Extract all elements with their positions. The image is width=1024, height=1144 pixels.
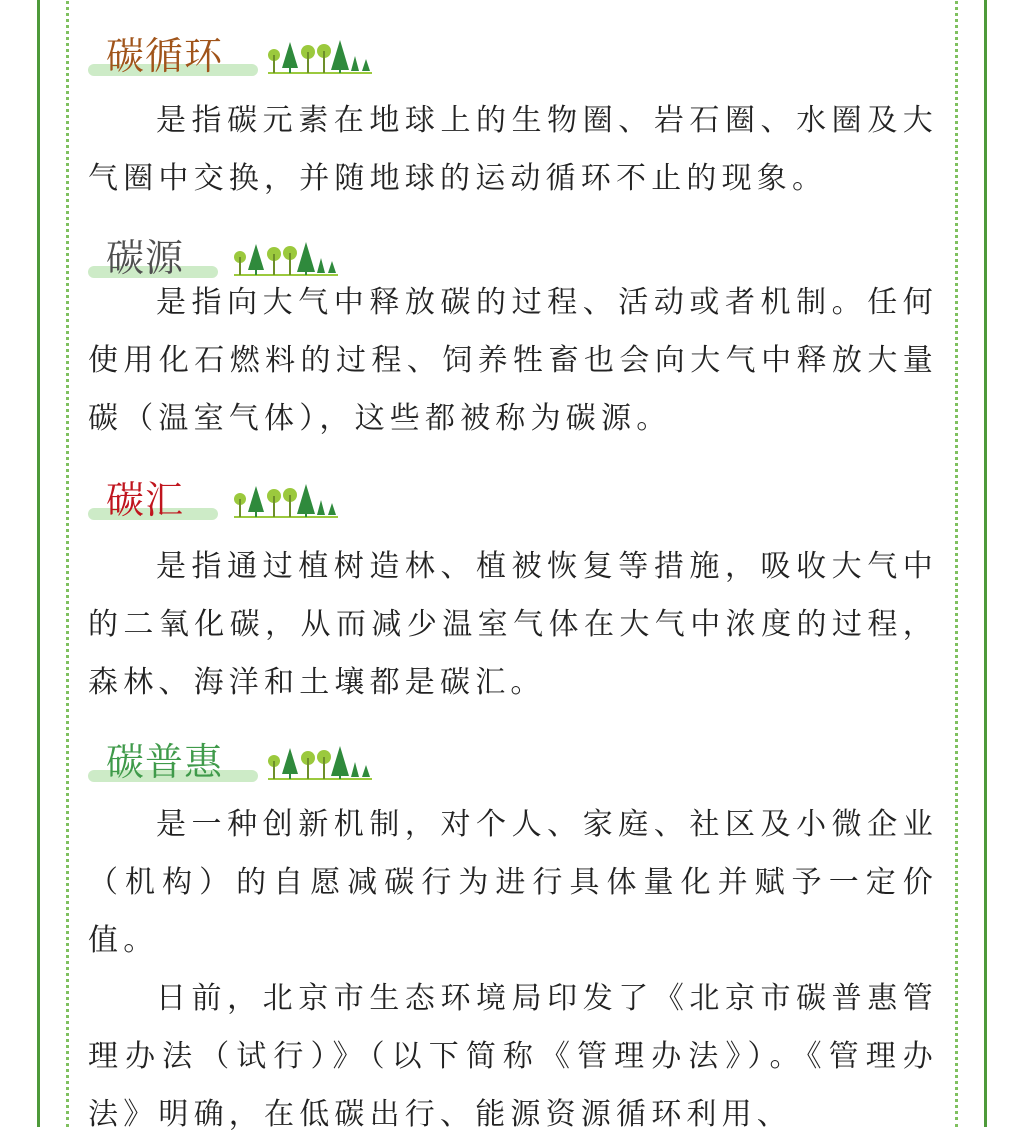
heading-text: 碳循环 [106,34,224,78]
heading-text: 碳汇 [106,478,185,522]
trees-icon [268,746,374,782]
paragraph: 是一种创新机制，对个人、家庭、社区及小微企业（机构）的自愿减碳行为进行具体量化并赋予一定价值。 [88,807,938,958]
section-heading-carbon-source [88,222,348,282]
paragraph: 是指碳元素在地球上的生物圈、岩石圈、水圈及大气圈中交换，并随地球的运动循环不止的现象。 [88,103,938,196]
section-heading-carbon-cycle [88,20,378,80]
trees-icon [234,484,340,520]
trees-icon [268,40,374,76]
section-heading-carbon-sink [88,464,348,524]
heading-text: 碳普惠 [106,740,224,784]
paragraph: 是指向大气中释放碳的过程、活动或者机制。任何使用化石燃料的过程、饲养牲畜也会向大气中释放大量碳（温室气体），这些都被称为碳源。 [88,285,938,436]
paragraph: 日前，北京市生态环境局印发了《北京市碳普惠管理办法（试行）》（以下简称《管理办法》）。《管理办法》明确，在低碳出行、能源资源循环利用、 [88,981,938,1132]
trees-icon [234,242,340,278]
heading-text: 碳源 [106,236,185,280]
section-heading-carbon-inclusive [88,726,378,786]
paragraph: 是指通过植树造林、植被恢复等措施，吸收大气中的二氧化碳，从而减少温室气体在大气中浓度的过程，森林、海洋和土壤都是碳汇。 [88,549,938,700]
